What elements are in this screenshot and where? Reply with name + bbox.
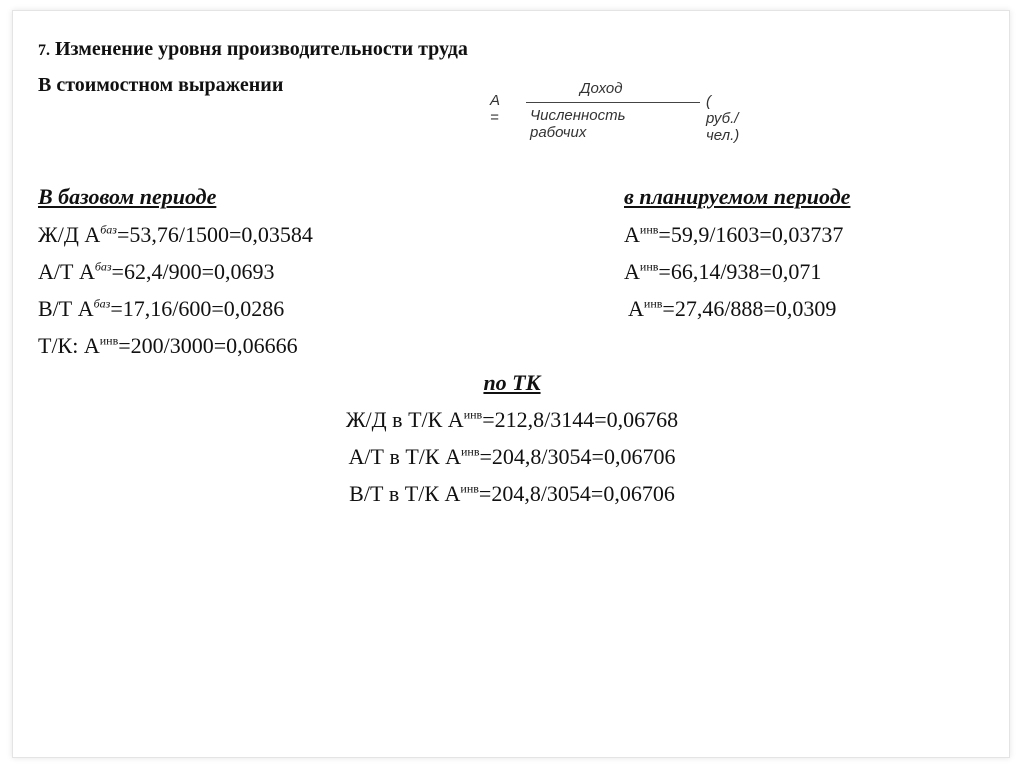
formula-fraction-bar (526, 102, 700, 103)
plan-row-at: $А^{инв}=66,14/938=0,071$ (624, 259, 822, 284)
base-row-zhd: Ж/Д $А^{баз}=53,76/1500=0,03584$ (38, 222, 313, 247)
slide-subtitle: В стоимостном выражении (38, 74, 284, 96)
heading-base-period: В базовом периоде (38, 184, 217, 209)
slide-title (38, 38, 468, 61)
plan-row-vt: $А^{инв}=27,46/888=0,0309$ (628, 296, 837, 321)
base-row-vt: В/Т $А^{баз}=17,16/600=0,0286$ (38, 296, 285, 321)
heading-plan-period: в планируемом периоде (624, 184, 851, 209)
title-number: 7. (38, 42, 50, 59)
tk-row-vt: В/Т в Т/К $А^{инв}=204,8/3054=0,06706$ (349, 481, 675, 506)
base-row-at: А/Т $А^{баз}=62,4/900=0,0693$ (38, 259, 275, 284)
formula-unit: ( руб./ чел.) (706, 93, 740, 144)
heading-tk: по ТК (483, 370, 541, 395)
formula-denominator: Численность рабочих (530, 107, 626, 141)
base-row-tk: Т/К: $А^{инв}=200/3000=0,06666$ (38, 333, 298, 358)
plan-row-zhd: $А^{инв}=59,9/1603=0,03737$ (624, 222, 844, 247)
tk-row-zhd: Ж/Д в Т/К $А^{инв}=212,8/3144=0,06768$ (345, 407, 679, 432)
tk-row-at: А/Т в Т/К $А^{инв}=204,8/3054=0,06706$ (348, 444, 676, 469)
formula-numerator: Доход (580, 80, 623, 97)
formula-lhs: А = (490, 92, 501, 126)
title-text: Изменение уровня производительности труда (55, 38, 468, 60)
